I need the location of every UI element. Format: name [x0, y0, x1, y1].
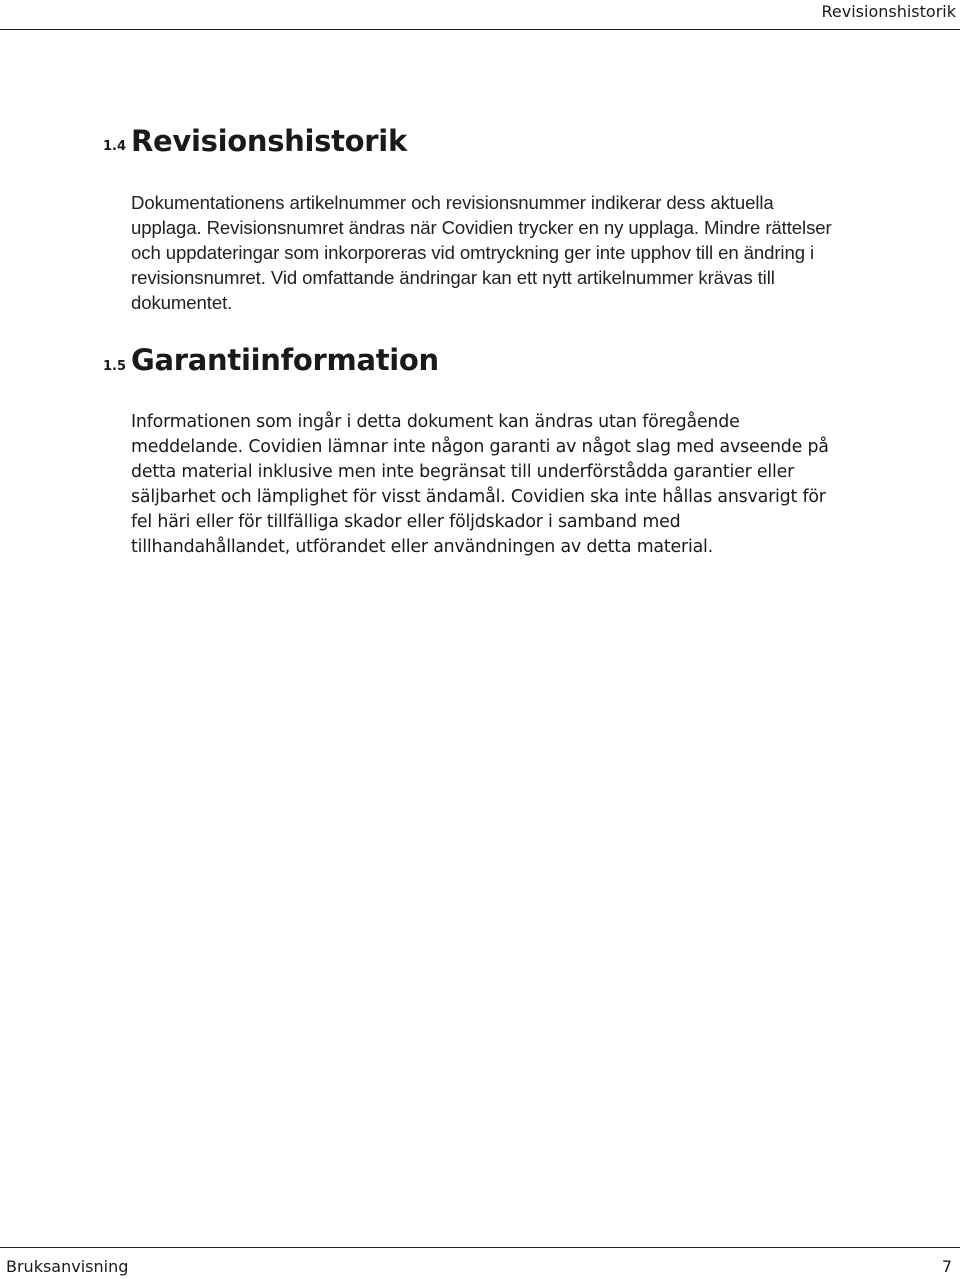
section-number: 1.4: [103, 139, 127, 154]
section-heading: [103, 122, 843, 162]
footer-divider: [0, 1247, 960, 1248]
section-number: 1.5: [103, 359, 127, 374]
section-title: Revisionshistorik: [131, 124, 407, 158]
page-number: 7: [941, 1257, 952, 1276]
section-warranty-information: [103, 340, 843, 560]
section-heading: [103, 340, 843, 380]
section-revision-history: [103, 122, 843, 315]
header-divider: [0, 29, 960, 30]
section-body: Dokumentationens artikelnummer och revisionsnummer indikerar dess aktuella upplaga. Revisionsnumret ändras när Covidien trycker en ny upplaga. Mindre rättelser och uppdateringar som inkorporeras vid omtryckning ger inte upphov till en ändring i revisionsnumret. Vid omfattande ändringar kan ett nytt artikelnummer krävas till dokumentet.: [131, 192, 832, 313]
footer-document-name: Bruksanvisning: [6, 1257, 129, 1276]
section-body: Informationen som ingår i detta dokument kan ändras utan föregående meddelande. Covidien lämnar inte någon garanti av något slag med avseende på detta material inklusive men inte begränsat till underförstådda garantier eller säljbarhet och lämplighet för visst ändamål. Covidien ska inte hållas ansvarigt för fel häri eller för tillfälliga skador eller följdskador i samband med tillhandahållandet, utförandet eller användningen av detta material.: [131, 412, 829, 557]
section-title: Garantiinformation: [131, 343, 439, 377]
running-header-title: Revisionshistorik: [821, 2, 956, 21]
